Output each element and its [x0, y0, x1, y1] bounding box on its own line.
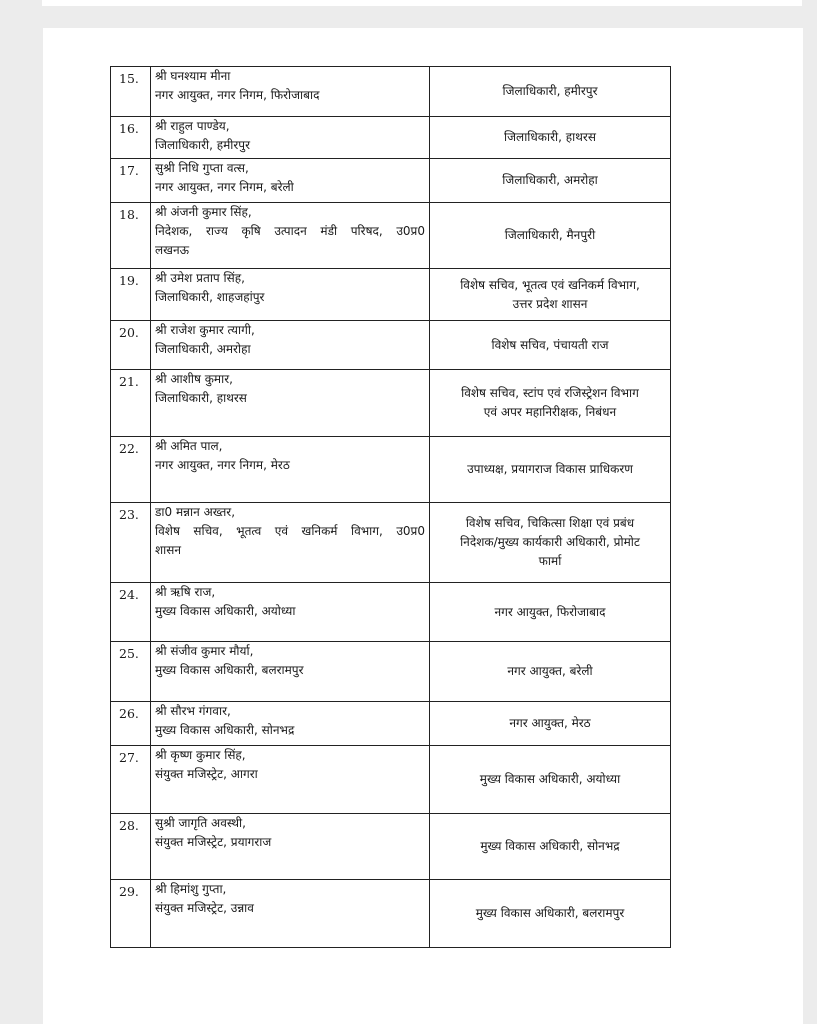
officer-name: सुश्री निधि गुप्ता वत्स, — [155, 161, 249, 175]
current-post: नगर आयुक्त, नगर निगम, फिरोजाबाद — [155, 88, 320, 102]
current-post-cell — [151, 880, 430, 948]
new-post-line: जिलाधिकारी, हमीरपुर — [502, 84, 598, 98]
new-post-line: जिलाधिकारी, मैनपुरी — [504, 228, 596, 242]
current-post: मुख्य विकास अधिकारी, बलरामपुर — [155, 663, 304, 677]
serial-number: 24. — [111, 583, 151, 642]
officer-name: श्री अमित पाल, — [155, 439, 223, 453]
current-post-cell — [151, 583, 430, 642]
officer-name: श्री ऋषि राज, — [155, 585, 216, 599]
current-post-cell — [151, 370, 430, 437]
current-post-cell — [151, 437, 430, 503]
current-post: जिलाधिकारी, हाथरस — [155, 391, 247, 405]
table-row — [111, 503, 671, 583]
serial-number: 16. — [111, 117, 151, 159]
table-row — [111, 159, 671, 203]
officer-name: श्री कृष्ण कुमार सिंह, — [155, 748, 246, 762]
current-post: संयुक्त मजिस्ट्रेट, आगरा — [155, 767, 258, 781]
new-post-cell — [430, 437, 671, 503]
table-row — [111, 203, 671, 269]
new-post-line: विशेष सचिव, स्टांप एवं रजिस्ट्रेशन विभाग — [461, 386, 639, 400]
officer-name: श्री आशीष कुमार, — [155, 372, 233, 386]
transfer-table-body — [111, 67, 671, 948]
serial-number: 25. — [111, 642, 151, 702]
new-post-line: उपाध्यक्ष, प्रयागराज विकास प्राधिकरण — [467, 462, 633, 476]
current-post: जिलाधिकारी, अमरोहा — [155, 342, 251, 356]
serial-number: 17. — [111, 159, 151, 203]
officer-name: श्री उमेश प्रताप सिंह, — [155, 271, 245, 285]
officer-name: श्री संजीव कुमार मौर्या, — [155, 644, 254, 658]
current-post-cell — [151, 159, 430, 203]
table-row — [111, 583, 671, 642]
officer-name: श्री राजेश कुमार त्यागी, — [155, 323, 255, 337]
serial-number: 26. — [111, 702, 151, 746]
new-post-line: उत्तर प्रदेश शासन — [512, 296, 588, 311]
officer-name: श्री घनश्याम मीना — [155, 69, 231, 83]
new-post-line: विशेष सचिव, भूतत्व एवं खनिकर्म विभाग, — [460, 277, 640, 292]
table-row — [111, 642, 671, 702]
transfer-table — [110, 66, 671, 948]
current-post: संयुक्त मजिस्ट्रेट, प्रयागराज — [155, 835, 272, 849]
current-post: जिलाधिकारी, हमीरपुर — [155, 138, 251, 152]
table-row — [111, 814, 671, 880]
new-post-cell — [430, 159, 671, 203]
officer-name: श्री राहुल पाण्डेय, — [155, 119, 230, 133]
new-post-cell — [430, 746, 671, 814]
new-post-line: विशेष सचिव, चिकित्सा शिक्षा एवं प्रबंध — [465, 516, 635, 530]
new-post-cell — [430, 269, 671, 321]
new-post-cell — [430, 880, 671, 948]
officer-name: श्री सौरभ गंगवार, — [155, 704, 231, 718]
serial-number: 27. — [111, 746, 151, 814]
new-post-cell — [430, 67, 671, 117]
current-post-cell — [151, 203, 430, 269]
current-post: विशेष सचिव, भूतत्व एवं खनिकर्म विभाग, उ0प्र0 — [155, 524, 425, 538]
current-post-continued: शासन — [155, 543, 182, 557]
table-row — [111, 67, 671, 117]
new-post-cell — [430, 321, 671, 370]
document-page — [43, 28, 803, 1024]
new-post-line: निदेशक/मुख्य कार्यकारी अधिकारी, प्रोमोट — [460, 535, 640, 549]
serial-number: 18. — [111, 203, 151, 269]
new-post-line: जिलाधिकारी, हाथरस — [504, 130, 596, 144]
current-post-cell — [151, 702, 430, 746]
new-post-line: जिलाधिकारी, अमरोहा — [502, 173, 598, 187]
serial-number: 23. — [111, 503, 151, 583]
current-post-cell — [151, 642, 430, 702]
table-row — [111, 117, 671, 159]
current-post-cell — [151, 746, 430, 814]
new-post-cell — [430, 702, 671, 746]
new-post-cell — [430, 642, 671, 702]
new-post-cell — [430, 117, 671, 159]
current-post: नगर आयुक्त, नगर निगम, बरेली — [155, 180, 294, 194]
new-post-cell — [430, 503, 671, 583]
current-post-cell — [151, 117, 430, 159]
current-post: जिलाधिकारी, शाहजहांपुर — [155, 290, 265, 304]
serial-number: 21. — [111, 370, 151, 437]
current-post-cell — [151, 321, 430, 370]
current-post-cell — [151, 814, 430, 880]
current-post-continued: लखनऊ — [155, 243, 190, 257]
current-post: नगर आयुक्त, नगर निगम, मेरठ — [155, 458, 290, 472]
serial-number: 15. — [111, 67, 151, 117]
new-post-line: एवं अपर महानिरीक्षक, निबंधन — [483, 405, 617, 419]
current-post: मुख्य विकास अधिकारी, अयोध्या — [155, 604, 296, 618]
officer-name: श्री हिमांशु गुप्ता, — [155, 882, 227, 896]
current-post: संयुक्त मजिस्ट्रेट, उन्नाव — [155, 901, 254, 915]
officer-name: डा0 मन्नान अख्तर, — [155, 505, 236, 519]
new-post-line: नगर आयुक्त, फिरोजाबाद — [494, 604, 606, 619]
table-row — [111, 746, 671, 814]
serial-number: 28. — [111, 814, 151, 880]
serial-number: 22. — [111, 437, 151, 503]
new-post-cell — [430, 203, 671, 269]
new-post-line: मुख्य विकास अधिकारी, सोनभद्र — [480, 839, 620, 853]
new-post-line: विशेष सचिव, पंचायती राज — [491, 337, 609, 352]
new-post-cell — [430, 583, 671, 642]
new-post-line: नगर आयुक्त, बरेली — [507, 664, 593, 678]
table-row — [111, 321, 671, 370]
current-post: मुख्य विकास अधिकारी, सोनभद्र — [155, 723, 295, 737]
new-post-line: मुख्य विकास अधिकारी, बलरामपुर — [475, 906, 625, 920]
table-row — [111, 880, 671, 948]
current-post-cell — [151, 269, 430, 321]
table-row — [111, 370, 671, 437]
new-post-line: फार्मा — [538, 554, 562, 568]
serial-number: 19. — [111, 269, 151, 321]
new-post-cell — [430, 814, 671, 880]
current-post-cell — [151, 67, 430, 117]
table-row — [111, 702, 671, 746]
officer-name: श्री अंजनी कुमार सिंह, — [155, 205, 252, 219]
new-post-line: नगर आयुक्त, मेरठ — [509, 716, 591, 730]
current-post: निदेशक, राज्य कृषि उत्पादन मंडी परिषद, उ0प्र0 — [155, 224, 425, 238]
new-post-line: मुख्य विकास अधिकारी, अयोध्या — [479, 772, 621, 786]
current-post-cell — [151, 503, 430, 583]
serial-number: 20. — [111, 321, 151, 370]
previous-page-edge — [42, 0, 802, 6]
table-row — [111, 437, 671, 503]
officer-name: सुश्री जागृति अवस्थी, — [155, 816, 246, 830]
serial-number: 29. — [111, 880, 151, 948]
table-row — [111, 269, 671, 321]
new-post-cell — [430, 370, 671, 437]
